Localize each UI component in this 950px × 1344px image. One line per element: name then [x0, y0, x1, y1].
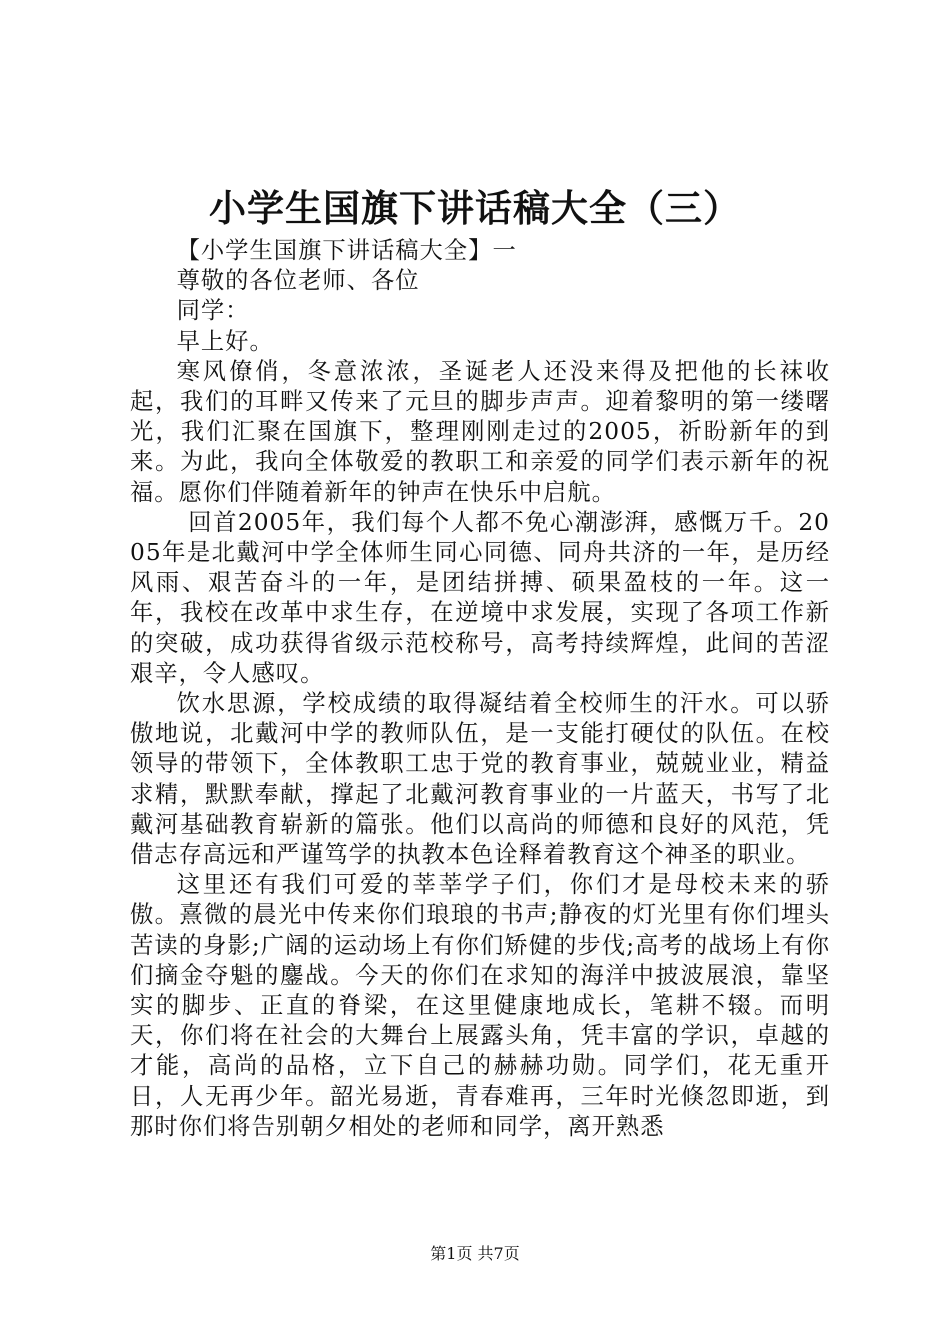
paragraph-salutation-continued: 同学： — [176, 297, 250, 325]
paragraph-body: 这里还有我们可爱的莘莘学子们，你们才是母校未来的骄傲。熹微的晨光中传来你们琅琅的书声;静夜的灯光里有你们埋头苦读的身影;广阔的运动场上有你们矫健的步伐;高考的战场上有你们摘金夺魁的鏖战。今天的你们在求知的海洋中披波展浪，靠坚实的脚步、正直的脊梁，在这里健康地成长，笔耕不辍。而明天，你们将在社会的大舞台上展露头角，凭丰富的学识，卓越的才能，高尚的品格，立下自己的赫赫功勋。同学们，花无重开日，人无再少年。韶光易逝，青春难再，三年时光倏忽即逝，到那时你们将告别朝夕相处的老师和同学，离开熟悉 — [130, 871, 830, 1140]
paragraph-body: 回首2005年，我们每个人都不免心潮澎湃，感慨万千。2005年是北戴河中学全体师生同心同德、同舟共济的一年，是历经风雨、艰苦奋斗的一年，是团结拼搏、硕果盈枝的一年。这一年，我校在改革中求生存，在逆境中求发展，实现了各项工作新的突破，成功获得省级示范校称号，高考持续辉煌，此间的苦涩艰辛，令人感叹。 — [130, 508, 830, 687]
document-body — [130, 236, 830, 1142]
paragraph-heading: 【小学生国旗下讲话稿大全】一 — [176, 237, 517, 264]
paragraph-body: 饮水思源，学校成绩的取得凝结着全校师生的汗水。可以骄傲地说，北戴河中学的教师队伍，是一支能打硬仗的队伍。在校领导的带领下，全体教职工忠于党的教育事业，兢兢业业，精益求精，默默奉献，撑起了北戴河教育事业的一片蓝天，书写了北戴河基础教育崭新的篇张。他们以高尚的师德和良好的风范，凭借志存高远和严谨笃学的执教本色诠释着教育这个神圣的职业。 — [130, 690, 830, 869]
page-number-footer: 第1页 共7页 — [430, 1244, 520, 1263]
document-title: 小学生国旗下讲话稿大全（三） — [209, 186, 741, 230]
paragraph-body: 寒风僚俏，冬意浓浓，圣诞老人还没来得及把他的长袜收起，我们的耳畔又传来了元旦的脚步声声。迎着黎明的第一缕曙光，我们汇聚在国旗下，整理刚刚走过的2005，祈盼新年的到来。为此，我向全体敬爱的教职工和亲爱的同学们表示新年的祝福。愿你们伴随着新年的钟声在快乐中启航。 — [130, 357, 830, 506]
paragraph-greeting: 早上好。 — [176, 327, 274, 355]
paragraph-salutation: 尊敬的各位老师、各位 — [176, 267, 420, 295]
